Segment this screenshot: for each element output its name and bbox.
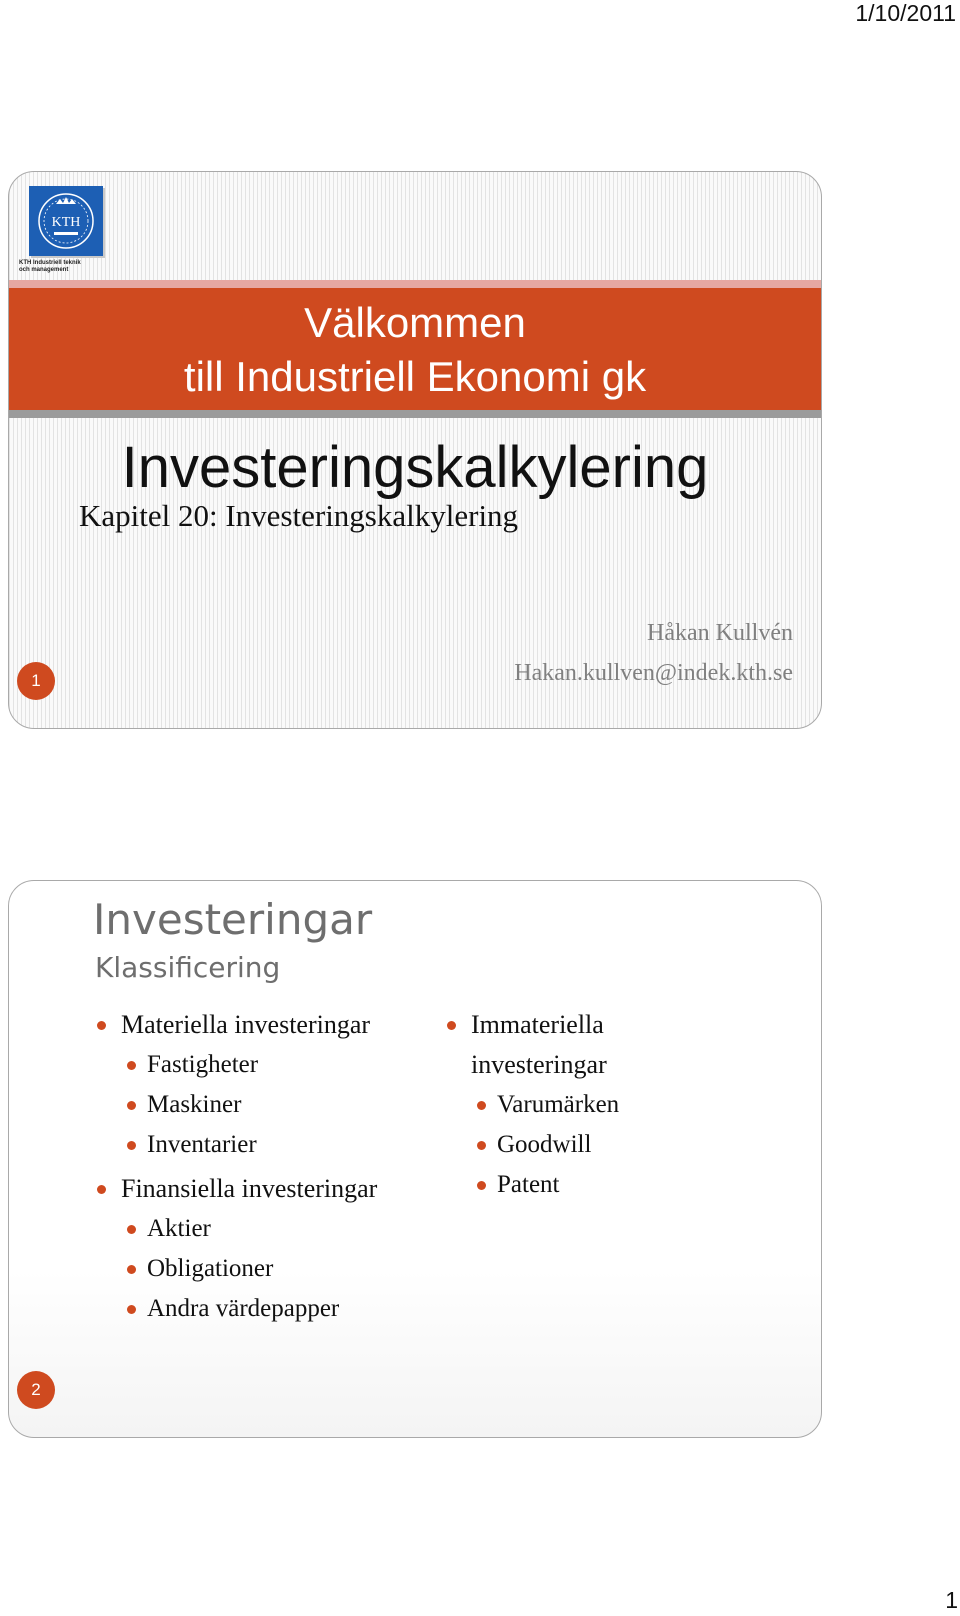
list-item-line-2: investeringar bbox=[471, 1050, 607, 1079]
slide-title: Investeringskalkylering bbox=[121, 435, 709, 500]
logo-tagline: KTH Industriell teknik och management bbox=[19, 260, 81, 273]
kth-logo-icon bbox=[29, 186, 103, 256]
slide-subtitle: Kapitel 20: Investeringskalkylering bbox=[79, 498, 519, 533]
svg-text:KTH: KTH bbox=[51, 215, 81, 230]
sub-list-item: Andra värdepapper bbox=[95, 1289, 435, 1329]
sub-list bbox=[95, 1209, 435, 1329]
slide-number-badge: 2 bbox=[17, 1371, 55, 1409]
sub-list-item: Inventarier bbox=[95, 1125, 435, 1165]
sub-list-item: Fastigheter bbox=[95, 1045, 435, 1085]
right-column bbox=[445, 1005, 785, 1209]
sub-list-item: Goodwill bbox=[445, 1125, 785, 1165]
sub-list bbox=[445, 1085, 785, 1205]
slide-number-badge: 1 bbox=[17, 662, 55, 700]
gray-divider bbox=[9, 410, 821, 418]
slide-subtitle: Klassificering bbox=[95, 951, 281, 984]
list-item: Materiella investeringar bbox=[95, 1005, 435, 1045]
page-date: 1/10/2011 bbox=[855, 0, 956, 26]
sub-list-item: Varumärken bbox=[445, 1085, 785, 1125]
author-email: Hakan.kullven@indek.kth.se bbox=[514, 660, 793, 686]
sub-list-item: Aktier bbox=[95, 1209, 435, 1249]
welcome-banner bbox=[9, 288, 821, 410]
page-number: 1 bbox=[945, 1587, 958, 1613]
sub-list-item: Obligationer bbox=[95, 1249, 435, 1289]
list-item-line-1: Immateriella bbox=[471, 1010, 604, 1039]
sub-list-item: Maskiner bbox=[95, 1085, 435, 1125]
banner-line-1: Välkommen bbox=[304, 299, 526, 346]
pink-divider bbox=[9, 280, 821, 288]
left-column bbox=[95, 1005, 435, 1333]
sub-list bbox=[95, 1045, 435, 1165]
slide-2 bbox=[8, 880, 822, 1438]
slide-1 bbox=[8, 171, 822, 729]
author-name: Håkan Kullvén bbox=[647, 620, 793, 646]
list-item bbox=[445, 1005, 785, 1085]
list-item: Finansiella investeringar bbox=[95, 1169, 435, 1209]
kth-logo bbox=[19, 186, 99, 282]
banner-line-2: till Industriell Ekonomi gk bbox=[183, 353, 647, 400]
sub-list-item: Patent bbox=[445, 1165, 785, 1205]
slide-title: Investeringar bbox=[93, 895, 373, 944]
